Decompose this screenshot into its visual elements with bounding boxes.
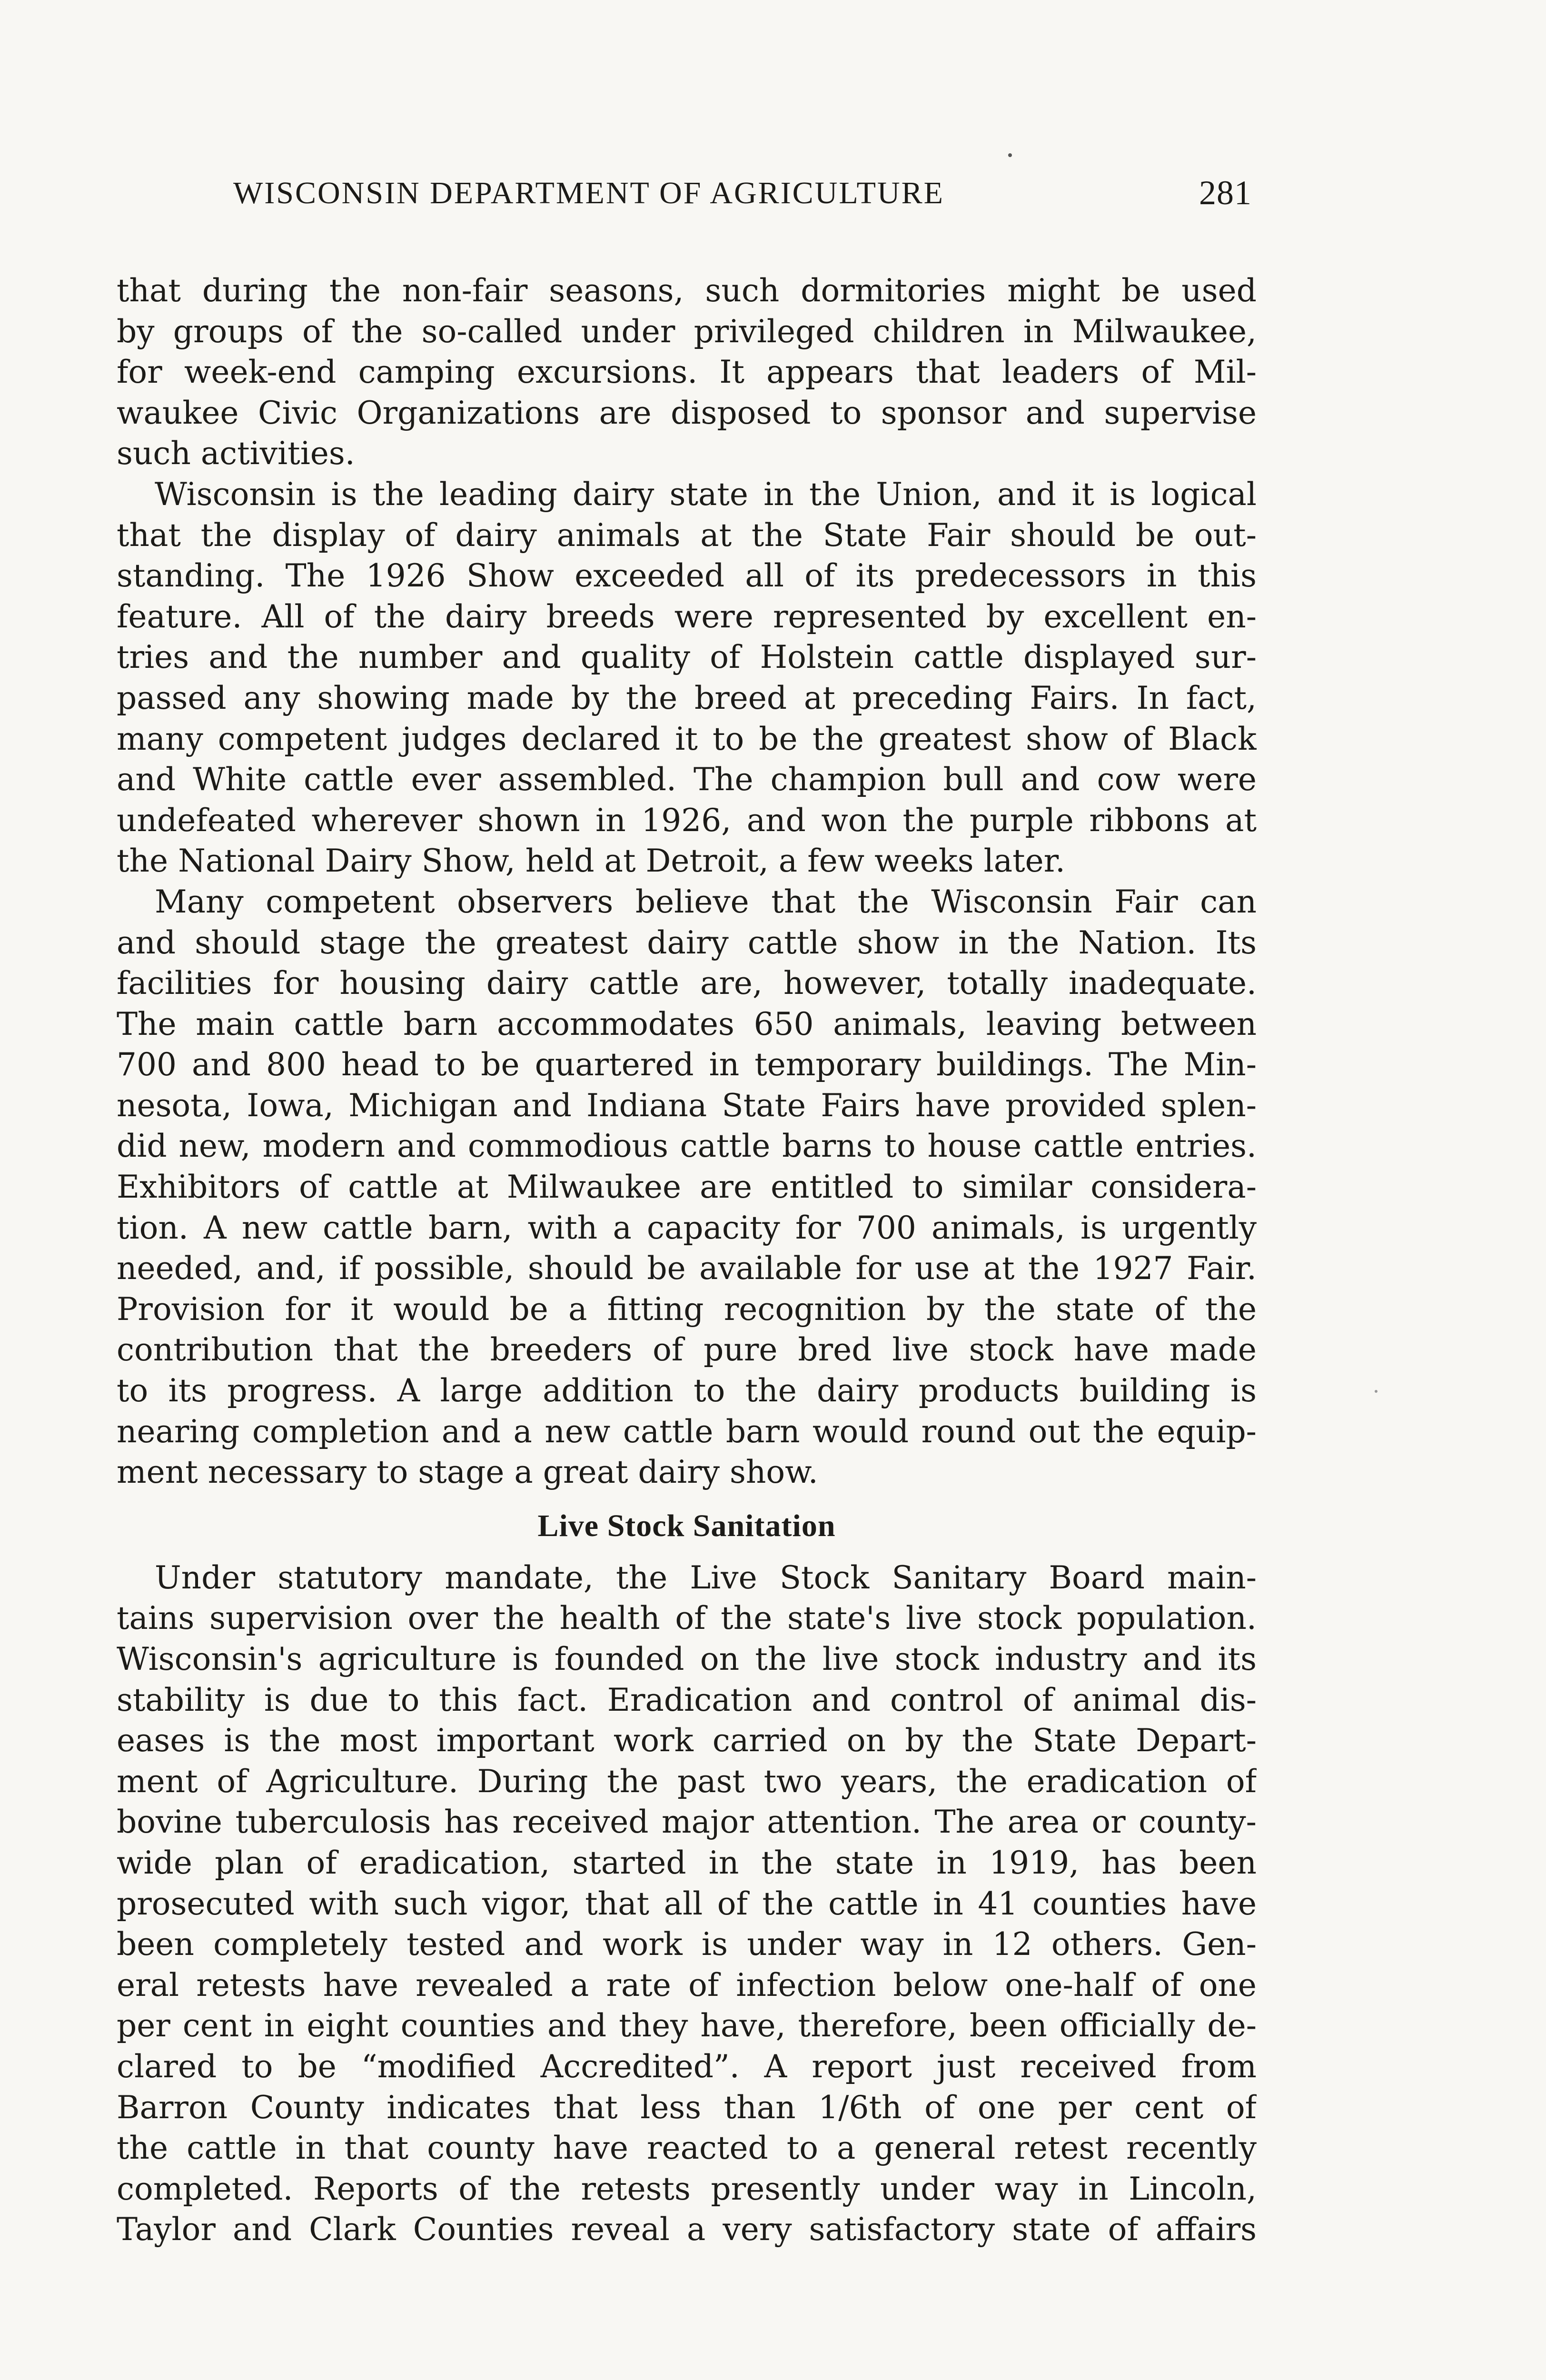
text-line: to its progress. A large addition to the dairy products building is [117, 1372, 1257, 1409]
paragraph-2 [117, 474, 1257, 882]
text-line: 700 and 800 head to be quartered in temporary buildings. The Min- [117, 1046, 1257, 1083]
text-line: The main cattle barn accommodates 650 animals, leaving between [117, 1005, 1257, 1042]
text-line: completed. Reports of the retests presently under way in Lincoln, [117, 2170, 1257, 2207]
text-line: Under statutory mandate, the Live Stock Sanitary Board main- [155, 1559, 1257, 1596]
text-line: clared to be “modified Accredited”. A report just received from [117, 2048, 1257, 2085]
running-header [228, 175, 1252, 232]
text-line: eral retests have revealed a rate of infection below one-half of one [117, 1966, 1257, 2003]
text-line: nesota, Iowa, Michigan and Indiana State Fairs have provided splen- [117, 1087, 1257, 1124]
text-line: bovine tuberculosis has received major attention. The area or county- [117, 1804, 1257, 1841]
text-line: needed, and, if possible, should be available for use at the 1927 Fair. [117, 1250, 1257, 1287]
text-line: by groups of the so-called under privileged children in Milwaukee, [117, 313, 1257, 350]
header-title: WISCONSIN DEPARTMENT OF AGRICULTURE [233, 176, 944, 210]
text-line: Wisconsin's agriculture is founded on the live stock industry and its [117, 1641, 1257, 1677]
text-line: tries and the number and quality of Holstein cattle displayed sur- [117, 639, 1257, 676]
text-line: stability is due to this fact. Eradication and control of animal dis- [117, 1681, 1257, 1718]
page-number: 281 [1199, 174, 1252, 212]
scan-speck [1375, 1390, 1378, 1393]
text-line: contribution that the breeders of pure bred live stock have made [117, 1331, 1257, 1368]
paragraph-3 [117, 882, 1257, 1493]
text-line: Wisconsin is the leading dairy state in the Union, and it is logical [155, 476, 1257, 513]
text-line: passed any showing made by the breed at preceding Fairs. In fact, [117, 679, 1257, 716]
text-line: per cent in eight counties and they have, therefore, been officially de- [117, 2007, 1257, 2044]
text-line: such activities. [117, 435, 355, 472]
paragraph-1 [117, 270, 1257, 474]
text-line: and should stage the greatest dairy cattle show in the Nation. Its [117, 924, 1257, 961]
paragraph-4 [117, 1557, 1257, 2250]
text-line: facilities for housing dairy cattle are, however, totally inadequate. [117, 965, 1257, 1002]
scan-speck [1008, 153, 1012, 157]
text-line: ment of Agriculture. During the past two years, the eradication of [117, 1763, 1257, 1800]
text-line: Provision for it would be a fitting recognition by the state of the [117, 1290, 1257, 1328]
text-line: Barron County indicates that less than 1/6th of one per cent of [117, 2089, 1257, 2126]
text-line: standing. The 1926 Show exceeded all of its predecessors in this [117, 557, 1257, 595]
text-line: feature. All of the dairy breeds were represented by excellent en- [117, 598, 1257, 635]
text-line: Exhibitors of cattle at Milwaukee are entitled to similar considera- [117, 1169, 1257, 1206]
text-line: that the display of dairy animals at the State Fair should be out- [117, 516, 1257, 554]
body-text [117, 270, 1257, 2250]
text-line: that during the non-fair seasons, such dormitories might be used [117, 272, 1257, 309]
text-line: eases is the most important work carried on by the State Depart- [117, 1722, 1257, 1759]
text-line: been completely tested and work is under way in 12 others. Gen- [117, 1926, 1257, 1963]
text-line: prosecuted with such vigor, that all of the cattle in 41 counties have [117, 1885, 1257, 1922]
text-line: waukee Civic Organizations are disposed to sponsor and supervise [117, 394, 1257, 431]
text-line: nearing completion and a new cattle barn would round out the equip- [117, 1413, 1257, 1450]
text-line: Many competent observers believe that the Wisconsin Fair can [155, 883, 1257, 920]
text-line: ment necessary to stage a great dairy show. [117, 1454, 818, 1491]
text-line: undefeated wherever shown in 1926, and won the purple ribbons at [117, 802, 1257, 839]
text-line: for week-end camping excursions. It appears that leaders of Mil- [117, 354, 1257, 391]
text-line: tains supervision over the health of the state's live stock population. [117, 1600, 1257, 1637]
text-line: wide plan of eradication, started in the state in 1919, has been [117, 1844, 1257, 1881]
text-line: tion. A new cattle barn, with a capacity for 700 animals, is urgently [117, 1209, 1257, 1246]
text-line: many competent judges declared it to be the greatest show of Black [117, 720, 1257, 757]
text-line: the National Dairy Show, held at Detroit, a few weeks later. [117, 843, 1065, 880]
text-line: did new, modern and commodious cattle barns to house cattle entries. [117, 1128, 1257, 1165]
section-heading: Live Stock Sanitation [537, 1508, 836, 1543]
text-line: and White cattle ever assembled. The champion bull and cow were [117, 761, 1257, 798]
text-line: Taylor and Clark Counties reveal a very satisfactory state of affairs [117, 2211, 1257, 2248]
text-line: the cattle in that county have reacted to a general retest recently [117, 2130, 1257, 2167]
